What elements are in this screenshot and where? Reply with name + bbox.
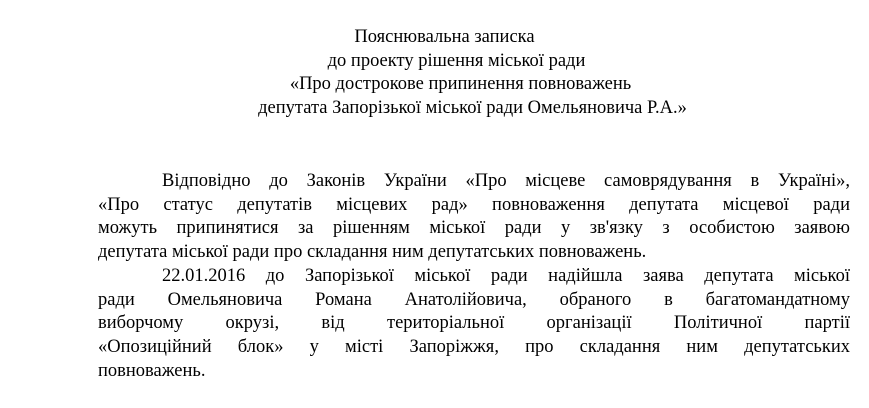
heading-title: Пояснювальна записка xyxy=(354,27,535,47)
paragraph-line: депутата міської ради про складання ним депутатських повноважень. xyxy=(98,242,647,263)
paragraph-line: Відповідно до Законів України «Про місцеве самоврядування в Україні», xyxy=(162,171,850,191)
paragraph-1 xyxy=(98,170,850,265)
paragraph-line: можуть припинятися за рішенням міської ради у зв'язку з особистою заявою xyxy=(98,218,850,239)
paragraph-line: «Опозиційний блок» у місті Запоріжжя, про складання ним депутатських xyxy=(98,336,850,357)
paragraph-line: виборчому окрузі, від територіальної організації Політичної партії xyxy=(98,313,850,334)
document-heading xyxy=(0,26,869,120)
heading-decision-title: «Про дострокове припинення повноважень xyxy=(289,74,632,94)
heading-deputy-name: депутата Запорізької міської ради Омельяновича Р.А.» xyxy=(258,97,687,118)
paragraph-line: повноважень. xyxy=(98,360,206,381)
heading-subtitle: до проекту рішення міської ради xyxy=(327,50,586,71)
paragraph-2 xyxy=(98,265,850,384)
paragraph-line: «Про статус депутатів місцевих рад» повноваження депутата місцевої ради xyxy=(98,194,850,215)
paragraph-line: 22.01.2016 до Запорізької міської ради надійшла заява депутата міської xyxy=(162,265,850,286)
paragraph-line: ради Омельяновича Романа Анатолійовича, обраного в багатомандатному xyxy=(98,289,850,310)
document-body xyxy=(98,170,850,383)
